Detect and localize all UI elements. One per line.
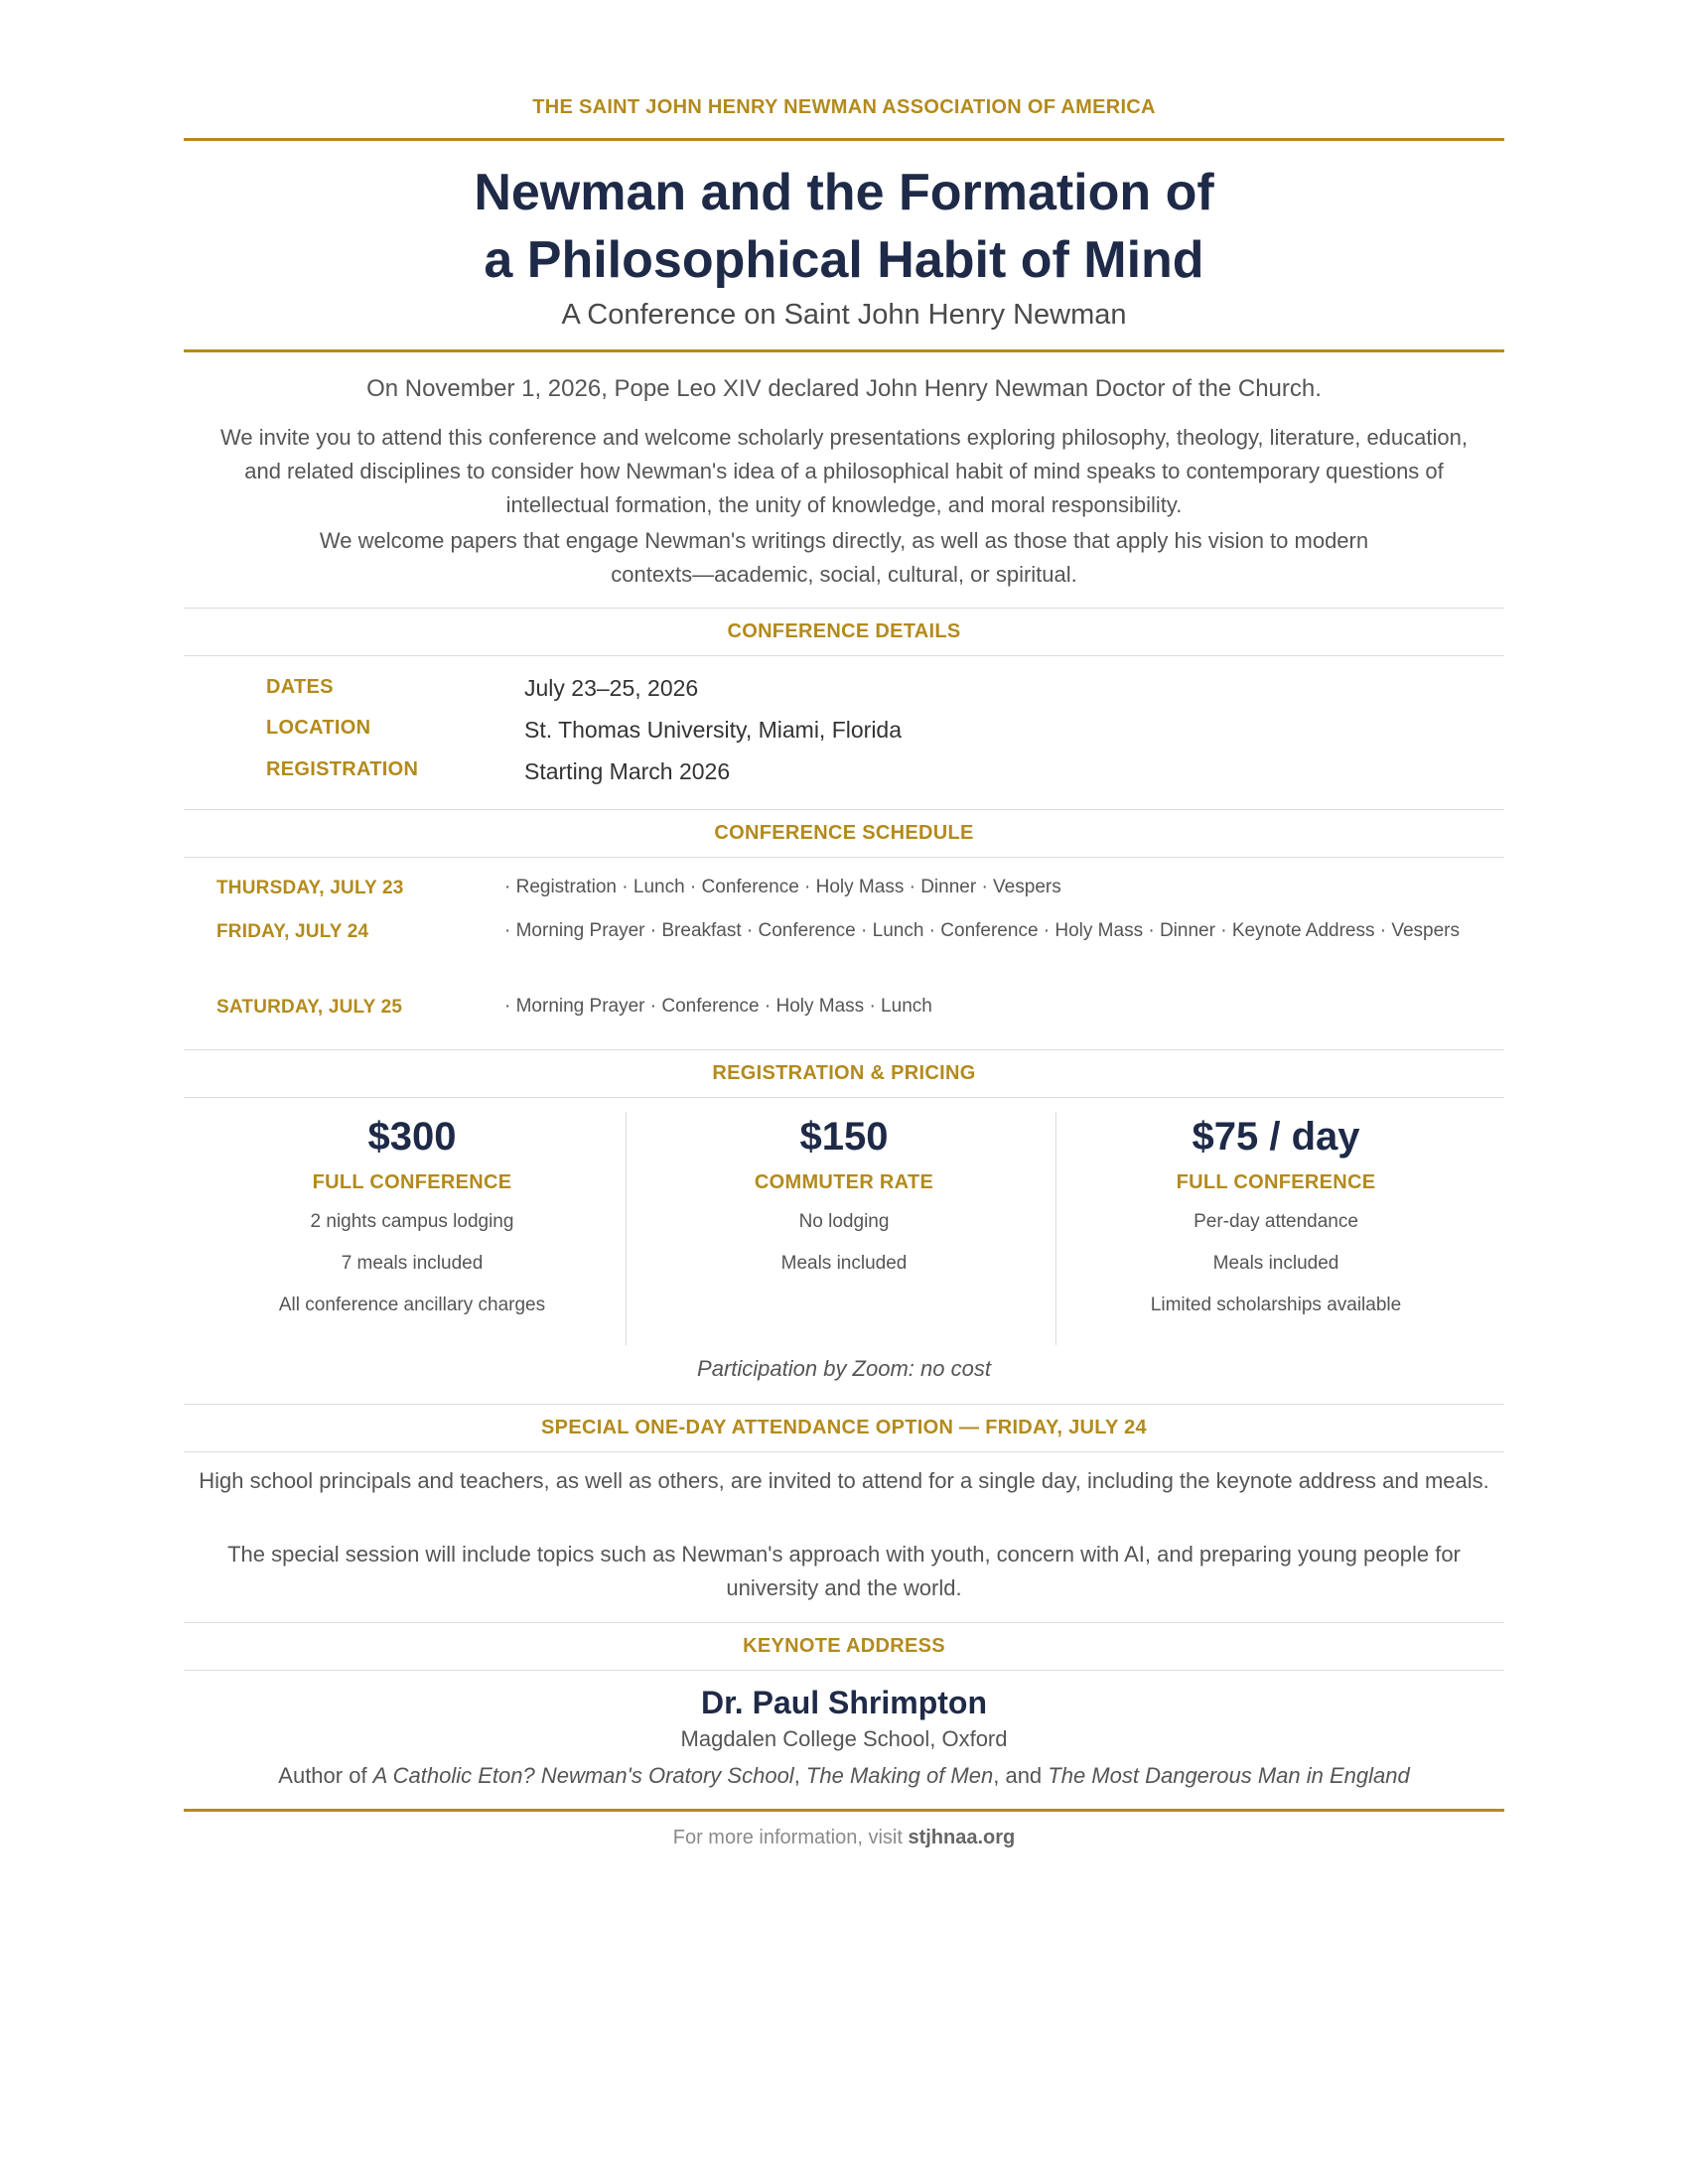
keynote-speaker-name: Dr. Paul Shrimpton (700, 1685, 988, 1720)
divider (184, 1049, 1504, 1050)
author-prefix: Author of (278, 1763, 373, 1788)
details-registration-value: Starting March 2026 (524, 758, 731, 784)
details-location-value: St. Thomas University, Miami, Florida (524, 717, 903, 743)
tier-feature: 2 nights campus lodging (310, 1211, 514, 1232)
tier-label: COMMUTER RATE (754, 1171, 934, 1193)
divider (184, 1451, 1504, 1452)
details-location-label: LOCATION (266, 717, 371, 739)
tier-feature: Meals included (780, 1253, 908, 1274)
footer-prefix: For more information, visit (672, 1827, 909, 1848)
title-line-2: a Philosophical Habit of Mind (484, 231, 1204, 289)
top-rule (184, 138, 1504, 141)
footer-info (184, 1827, 1504, 1849)
special-session-topics: The special session will include topics such as Newman's approach with youth, concern with AI, and preparing young people for university and the world. (227, 1542, 1461, 1600)
tier-label: FULL CONFERENCE (312, 1171, 512, 1193)
schedule-day-thursday: THURSDAY, JULY 23 (216, 878, 404, 898)
intro-invitation: We invite you to attend this conference and welcome scholarly presentations exploring philosophy, theology, literature, education, and related disciplines to consider how Newman's idea of a philosophical habit of mind speaks to contemporary questions of intellectual formation, the unity of knowledge, and moral responsibility. (220, 425, 1468, 517)
divider (184, 1097, 1504, 1098)
pricing-column-divider (1055, 1112, 1056, 1345)
zoom-participation-note: Participation by Zoom: no cost (697, 1356, 991, 1381)
schedule-day-friday: FRIDAY, JULY 24 (216, 921, 369, 942)
tier-feature: 7 meals included (341, 1253, 484, 1274)
schedule-day-saturday: SATURDAY, JULY 25 (216, 997, 403, 1018)
pricing-tier-daily (1062, 1112, 1489, 1326)
title-line-1: Newman and the Formation of (474, 164, 1214, 221)
divider (184, 1404, 1504, 1405)
details-dates-label: DATES (266, 676, 334, 698)
schedule-events-saturday: · Morning Prayer · Conference · Holy Mass · Lunch (504, 996, 932, 1017)
schedule-events-thursday: · Registration · Lunch · Conference · Holy Mass · Dinner · Vespers (504, 877, 1061, 897)
book-title: The Making of Men (805, 1763, 994, 1788)
intro-announcement: On November 1, 2026, Pope Leo XIV declared John Henry Newman Doctor of the Church. (366, 375, 1322, 402)
divider (184, 655, 1504, 656)
keynote-speaker-affiliation: Magdalen College School, Oxford (680, 1726, 1008, 1751)
keynote-speaker-publications (184, 1763, 1504, 1789)
keynote-heading: KEYNOTE ADDRESS (743, 1635, 945, 1657)
tier-price: $75 / day (1192, 1115, 1360, 1159)
details-dates-value: July 23–25, 2026 (524, 675, 699, 701)
book-title: A Catholic Eton? Newman's Oratory School (372, 1763, 794, 1788)
tier-label: FULL CONFERENCE (1176, 1171, 1376, 1193)
pricing-column-divider (626, 1112, 627, 1345)
tier-price: $150 (799, 1115, 889, 1159)
conference-subtitle: A Conference on Saint John Henry Newman (561, 299, 1127, 331)
conference-title (184, 159, 1504, 294)
book-title: The Most Dangerous Man in England (1048, 1763, 1410, 1788)
bottom-rule (184, 1809, 1504, 1812)
tier-feature: All conference ancillary charges (278, 1295, 546, 1315)
pricing-heading: REGISTRATION & PRICING (712, 1062, 976, 1084)
pricing-tier-commuter (631, 1112, 1057, 1285)
website-link[interactable]: stjhnaa.org (908, 1827, 1016, 1848)
divider (184, 608, 1504, 609)
schedule-events-friday: · Morning Prayer · Breakfast · Conference · Lunch · Conference · Holy Mass · Dinner · Keynote Address · Vespers (504, 920, 1461, 941)
tier-price: $300 (367, 1115, 457, 1159)
tier-feature: No lodging (798, 1211, 890, 1232)
pricing-tier-full (199, 1112, 626, 1326)
tier-feature: Per-day attendance (1194, 1211, 1358, 1232)
divider (184, 1670, 1504, 1671)
divider (184, 1622, 1504, 1623)
divider (184, 857, 1504, 858)
tier-feature: Limited scholarships available (1150, 1295, 1402, 1315)
divider (184, 809, 1504, 810)
special-option-description: High school principals and teachers, as well as others, are invited to attend for a single day, including the keynote address and meals. (199, 1468, 1489, 1493)
special-option-heading: SPECIAL ONE-DAY ATTENDANCE OPTION — FRIDAY, JULY 24 (541, 1417, 1147, 1438)
tier-feature: Meals included (1212, 1253, 1339, 1274)
details-heading: CONFERENCE DETAILS (727, 620, 961, 642)
title-bottom-rule (184, 349, 1504, 352)
organization-name: THE SAINT JOHN HENRY NEWMAN ASSOCIATION OF AMERICA (532, 96, 1156, 118)
separator: , and (993, 1763, 1049, 1788)
schedule-heading: CONFERENCE SCHEDULE (714, 822, 974, 844)
separator: , (793, 1763, 806, 1788)
intro-papers: We welcome papers that engage Newman's writings directly, as well as those that apply his vision to modern contexts—academic, social, cultural, or spiritual. (319, 528, 1369, 587)
details-registration-label: REGISTRATION (266, 758, 419, 780)
